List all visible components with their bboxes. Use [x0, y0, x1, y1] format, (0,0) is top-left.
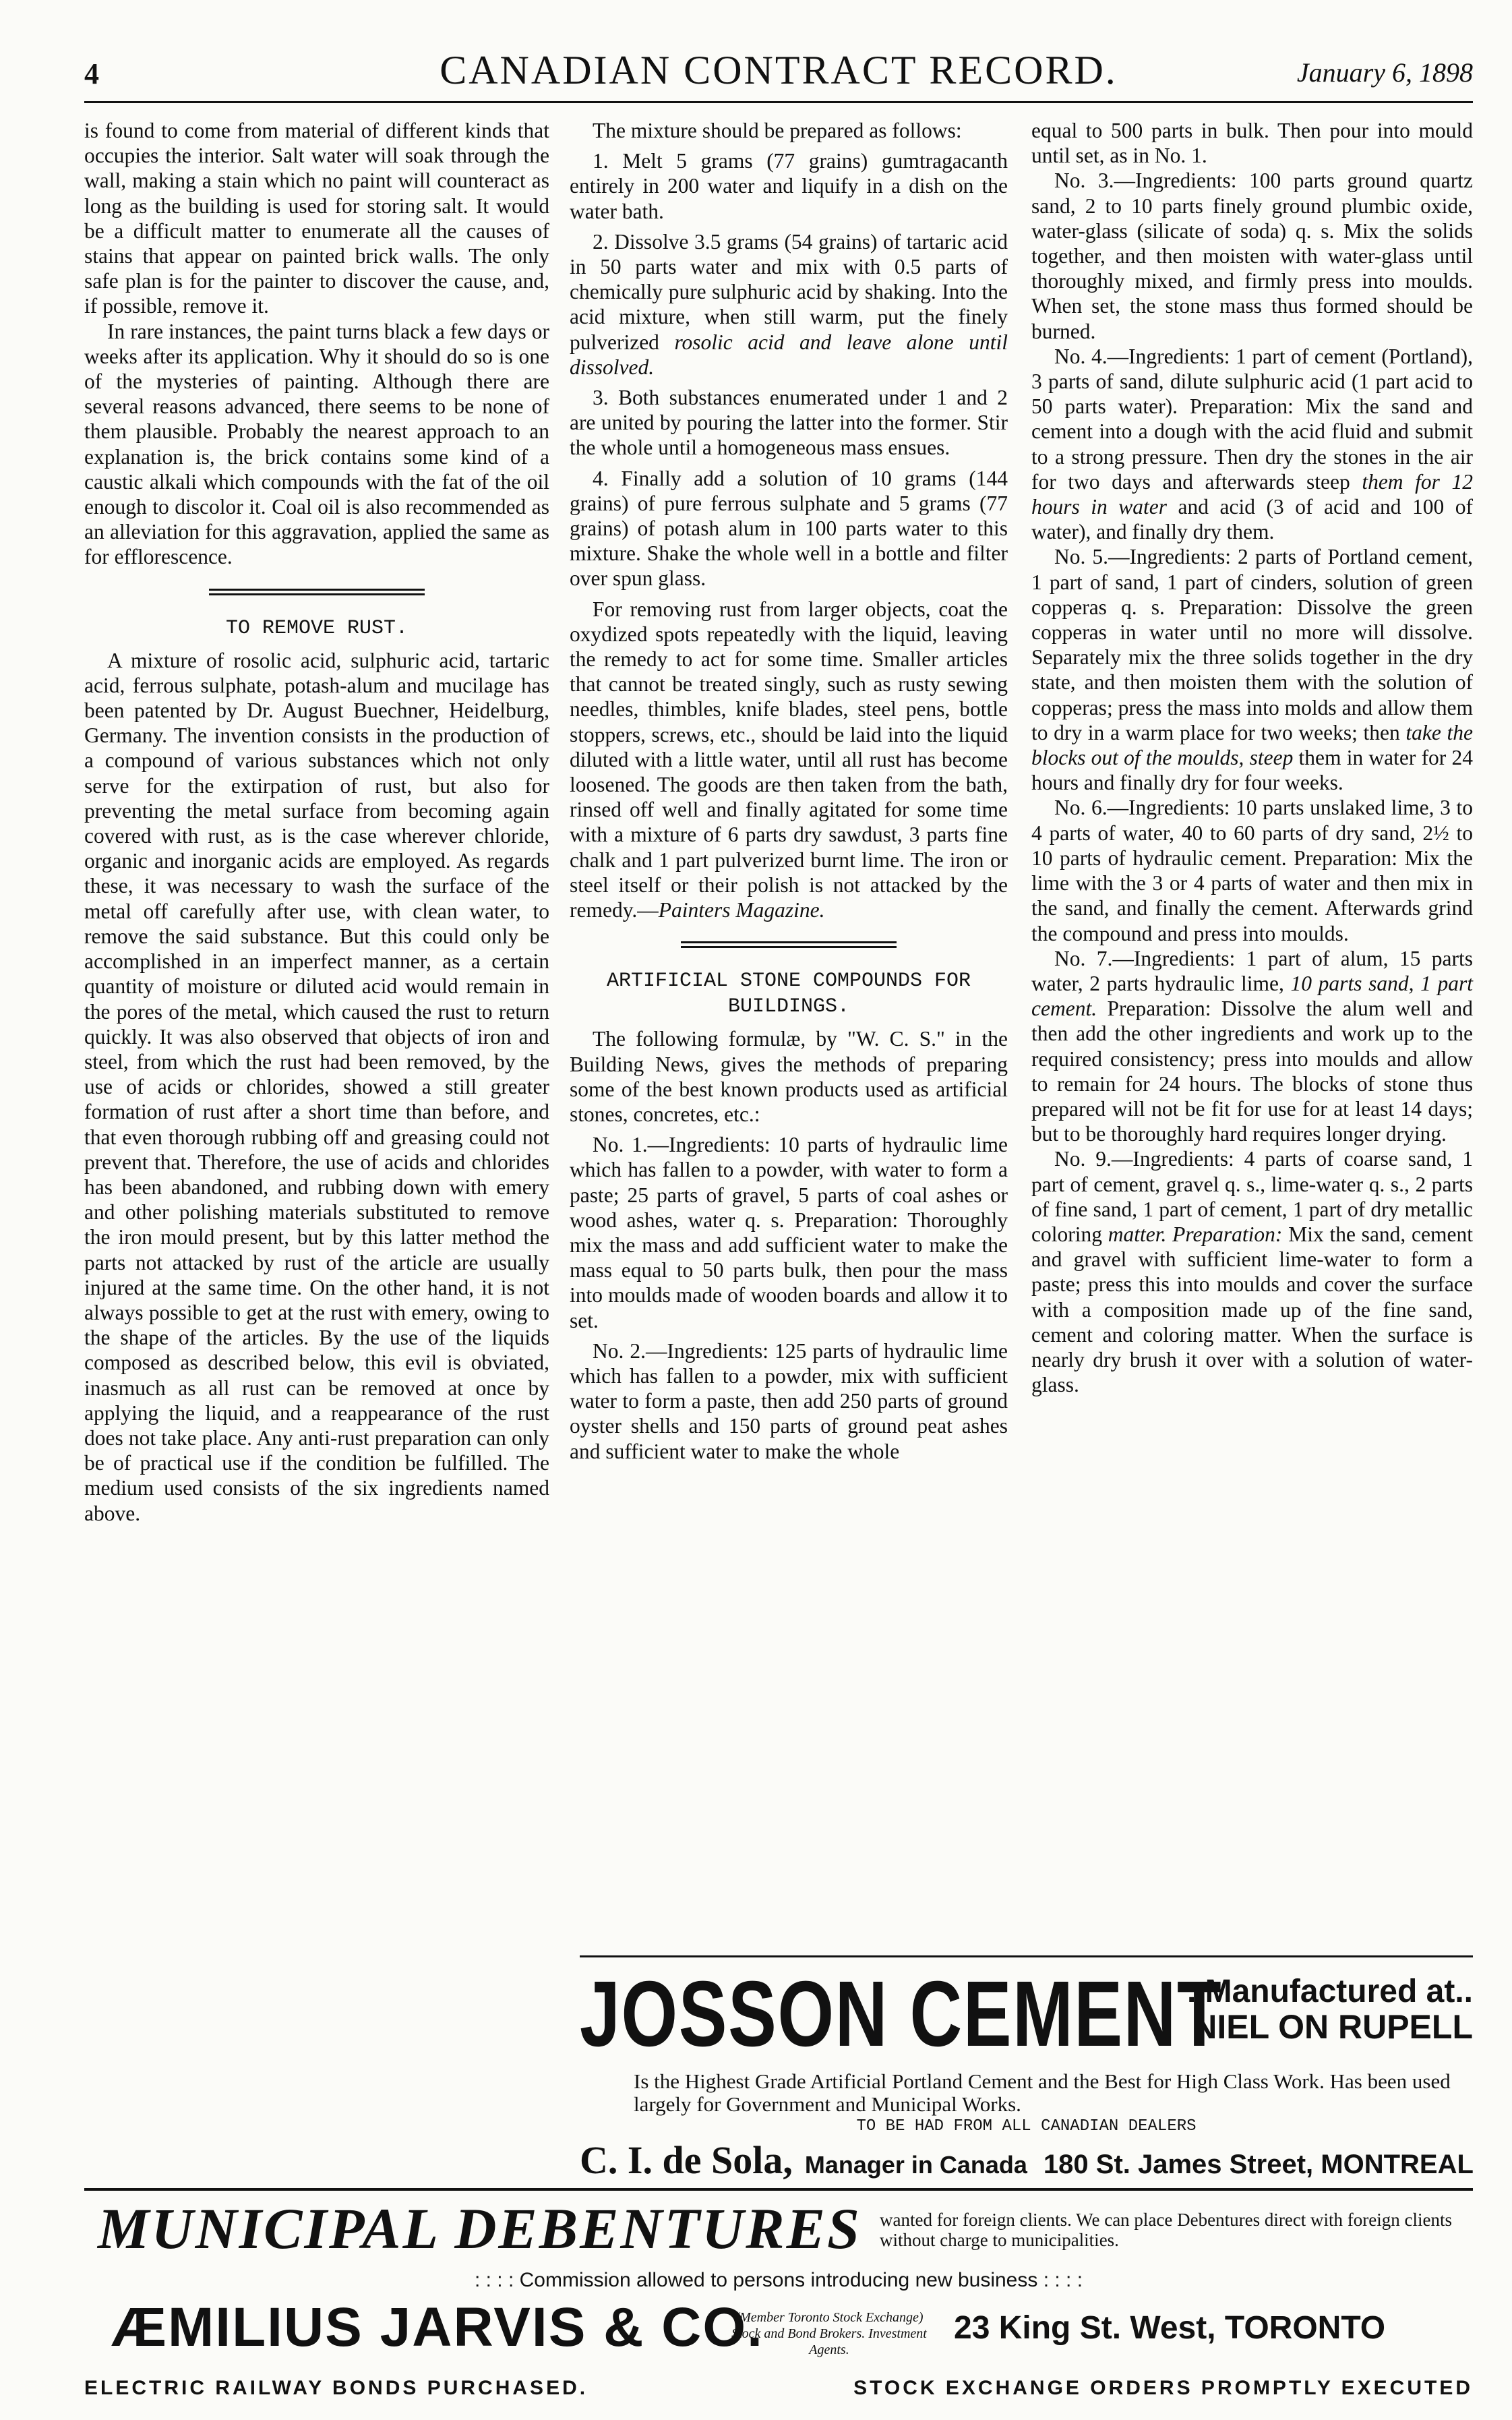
- paragraph: No. 9.—Ingredients: 4 parts of coarse sand, 1 part of cement, gravel q. s., lime-water q. s., 2 parts of fine sand, 1 part of cement, 1 part of dry metallic coloring matter. Preparation: Mix the sand, cement and gravel with sufficient lime-water to form a paste; press this into moulds and cover the surface with a composition made up of the fine sand, cement and coloring matter. When the surface is nearly dry brush it over with a solution of water-glass.: [1031, 1147, 1473, 1397]
- ad-description: Is the Highest Grade Artificial Portland Cement and the Best for High Class Work. Has been used largely for Government and Municipal Works.: [634, 2069, 1451, 2116]
- publication-title: CANADIAN CONTRACT RECORD.: [440, 48, 1118, 92]
- ad-wanted-text: wanted for foreign clients. We can place Debentures direct with foreign clients without charge to municipalities.: [880, 2210, 1452, 2250]
- section-title-artificial-stone: ARTIFICIAL STONE COMPOUNDS FOR BUILDINGS.: [606, 970, 971, 1019]
- paragraph: The mixture should be prepared as follows:: [593, 119, 962, 142]
- ad-commission: : : : : Commission allowed to persons introducing new business : : : :: [474, 2269, 1083, 2291]
- paragraph: No. 4.—Ingredients: 1 part of cement (Portland), 3 parts of sand, dilute sulphuric acid (1 part acid to 50 parts water). Preparation: Mix the sand and cement into a dough with the acid fluid and submit to a strong pressure. Then dry the stones in the air for two days and afterwards steep them for 12 hours in water and acid (3 of acid and 100 of water), and finally dry them.: [1031, 344, 1473, 544]
- ad-manufacturer: ..Manufactured at.. NIEL ON RUPELL: [1186, 1974, 1473, 2046]
- paragraph: In rare instances, the paint turns black a few days or weeks after its application. Why it should do so is one of the mysteries of painting. Although there are several reasons advanced, there seems to be none of them plausible. Probably the nearest approach to an explanation is, the brick contains some kind of a caustic alkali which compounds with the fat of the oil enough to discolor it. Coal oil is also recommended as an alleviation for this aggravation, applied the same as for efflorescence.: [84, 319, 549, 569]
- page-header: [84, 47, 1473, 101]
- jarvis-debentures-ad: [84, 2195, 1473, 2411]
- paragraph: No. 6.—Ingredients: 10 parts unslaked lime, 3 to 4 parts of water, 40 to 60 parts of dry sand, 2½ to 10 parts of hydraulic cement. Preparation: Mix the lime with the 3 or 4 parts of water and then mix in the sand, and finally the cement. Afterwards grind the compound and press into moulds.: [1031, 796, 1473, 945]
- section-divider: [681, 941, 897, 948]
- ad-firm-name: ÆMILIUS JARVIS & CO.: [111, 2297, 764, 2358]
- ad-address: 23 King St. West, TORONTO: [954, 2310, 1386, 2346]
- column-2: [570, 118, 1008, 1464]
- column-1: [84, 118, 549, 1526]
- paragraph: For removing rust from larger objects, coat the oxydized spots repeatedly with the liquid, leaving the remedy to act for some time. Smaller articles that cannot be treated singly, such as rusty sewing needles, thimbles, knife blades, steel pens, bottle stoppers, screws, etc., should be laid into the liquid diluted with a little water, until all rust has become loosened. The goods are then taken from the bath, rinsed off well and finally agitated for some time with a mixture of 6 parts dry sawdust, 3 parts fine chalk and 1 part pulverized burnt lime. The iron or steel itself or their polish is not attacked by the remedy.—Painters Magazine.: [570, 597, 1008, 922]
- paragraph: A mixture of rosolic acid, sulphuric acid, tartaric acid, ferrous sulphate, potash-alum and mucilage has been patented by Dr. August Buechner, Heidelburg, Germany. The invention consists in the production of a compound of various substances which not only serve for the extirpation of rust, but also for preventing the metal surface from becoming again covered with rust, as is the case wherever chloride, organic and inorganic acids are employed. As regards these, it was necessary to wash the surface of the metal off carefully after use, with clean water, to remove the said substance. But this could only be accomplished in an imperfect manner, as a certain quantity of moisture or diluted acid would remain in the pores of the metal, which caused the rust to return quickly. It was also observed that objects of iron and steel, from which the rust had been removed, by the use of acids or chlorides, showed a still greater formation of rust after a short time than before, and that even thorough rubbing off and greasing could not prevent that. Therefore, the use of acids and chlorides has been abandoned, and rubbing down with emery and other polishing materials substituted to remove the iron mould present, but by this latter method the parts not attacked by rust of the article are usually injured at the same time. On the other hand, it is not always possible to get at the rust with emery, owing to the shape of the articles. By the use of the liquids composed as described below, this evil is obviated, inasmuch as all rust can be removed at once by applying the liquid, and a reappearance of the rust does not take place. Any anti-rust preparation can only be of practical use if the condition be fulfilled. The medium used consists of the six ingredients named above.: [84, 648, 549, 1525]
- column-3: [1031, 118, 1473, 1397]
- paragraph: 2. Dissolve 3.5 grams (54 grains) of tartaric acid in 50 parts water and mix with 0.5 parts of chemically pure sulphuric acid by shaking. Into the acid mixture, when still warm, put the finely pulverized rosolic acid and leave alone until dissolved.: [570, 229, 1008, 379]
- ad-membership: (Member Toronto Stock Exchange) Stock and Bond Brokers. Investment Agents.: [731, 2310, 927, 2357]
- paragraph: 4. Finally add a solution of 10 grams (144 grains) of pure ferrous sulphate and 5 grams (77 grains) of potash alum in 100 parts water to this mixture. Shake the whole well in a bottle and filter over spun glass.: [570, 466, 1008, 591]
- paragraph: 3. Both substances enumerated under 1 and 2 are united by pouring the latter into the former. Stir the whole until a homogeneous mass ensues.: [570, 386, 1008, 460]
- issue-date: January 6, 1898: [1296, 57, 1473, 88]
- ad-rule: [84, 2188, 1473, 2191]
- header-rule: [84, 101, 1473, 103]
- page-number: 4: [84, 57, 99, 90]
- paragraph: 1. Melt 5 grams (77 grains) gumtragacanth entirely in 200 water and liquify in a dish on the water bath.: [570, 149, 1008, 223]
- paragraph: No. 7.—Ingredients: 1 part of alum, 15 parts water, 2 parts hydraulic lime, 10 parts sand, 1 part cement. Preparation: Dissolve the alum well and then add the other ingredients and work up to the required consistency; press into moulds and allow to remain for 24 hours. The blocks of stone thus prepared will not be fit for use for at least 14 days; but to be thoroughly hard requires longer drying.: [1031, 946, 1473, 1146]
- paragraph: is found to come from material of different kinds that occupies the interior. Salt water will soak through the wall, making a stain which no paint will counteract as long as the building is used for storing salt. It would be a difficult matter to enumerate all the causes of stains that appear on painted brick walls. The only safe plan is for the painter to discover the cause, and, if possible, remove it.: [84, 119, 549, 318]
- ad-headline: JOSSON CEMENT: [580, 1962, 1223, 2066]
- ad-rule: [580, 1955, 1473, 1957]
- section-divider: [209, 589, 425, 595]
- paragraph: equal to 500 parts in bulk. Then pour into mould until set, as in No. 1.: [1031, 119, 1473, 168]
- ad-agent: C. I. de Sola, Manager in Canada 180 St. James Street, MONTREAL: [580, 2138, 1474, 2182]
- ad-headline: MUNICIPAL DEBENTURES: [98, 2196, 861, 2261]
- paragraph: No. 1.—Ingredients: 10 parts of hydraulic lime which has fallen to a powder, with water to form a paste; 25 parts of gravel, 5 parts of coal ashes or wood ashes, water q. s. Preparation: Thoroughly mix the mass and add sufficient water to make the mass equal to 50 parts bulk, then pour the mass into moulds made of wooden boards and allow it to set.: [570, 1133, 1008, 1332]
- josson-cement-ad: [580, 1955, 1474, 2182]
- paragraph: No. 3.—Ingredients: 100 parts ground quartz sand, 2 to 10 parts finely ground plumbic oxide, water-glass (silicate of soda) q. s. Mix the solids together, and then moisten with water-glass until thoroughly mixed, and firmly press into moulds. When set, the stone mass thus formed should be burned.: [1031, 169, 1473, 343]
- paragraph: The following formulæ, by "W. C. S." in the Building News, gives the methods of preparing some of the best known products used as artificial stones, concretes, etc.:: [570, 1027, 1008, 1126]
- ad-stock-orders: STOCK EXCHANGE ORDERS PROMPTLY EXECUTED: [853, 2377, 1473, 2399]
- ad-dealers: TO BE HAD FROM ALL CANADIAN DEALERS: [856, 2117, 1197, 2135]
- paragraph: No. 2.—Ingredients: 125 parts of hydraulic lime which has fallen to a powder, mix with sufficient water to form a paste, then add 250 parts of ground oyster shells and 150 parts of ground peat ashes and sufficient water to make the whole: [570, 1338, 1008, 1463]
- section-title-remove-rust: TO REMOVE RUST.: [225, 616, 409, 640]
- paragraph: No. 5.—Ingredients: 2 parts of Portland cement, 1 part of sand, 1 part of cinders, solution of green copperas q. s. Preparation: Dissolve the green copperas in water until no more will dissolve. Separately mix the three solids together in the dry state, and then moisten them with the solution of copperas; press the mass into molds and allow them to dry in a warm place for two weeks; then take the blocks out of the moulds, steep them in water for 24 hours and finally dry for four weeks.: [1031, 545, 1473, 795]
- ad-electric-bonds: ELECTRIC RAILWAY BONDS PURCHASED.: [84, 2377, 588, 2399]
